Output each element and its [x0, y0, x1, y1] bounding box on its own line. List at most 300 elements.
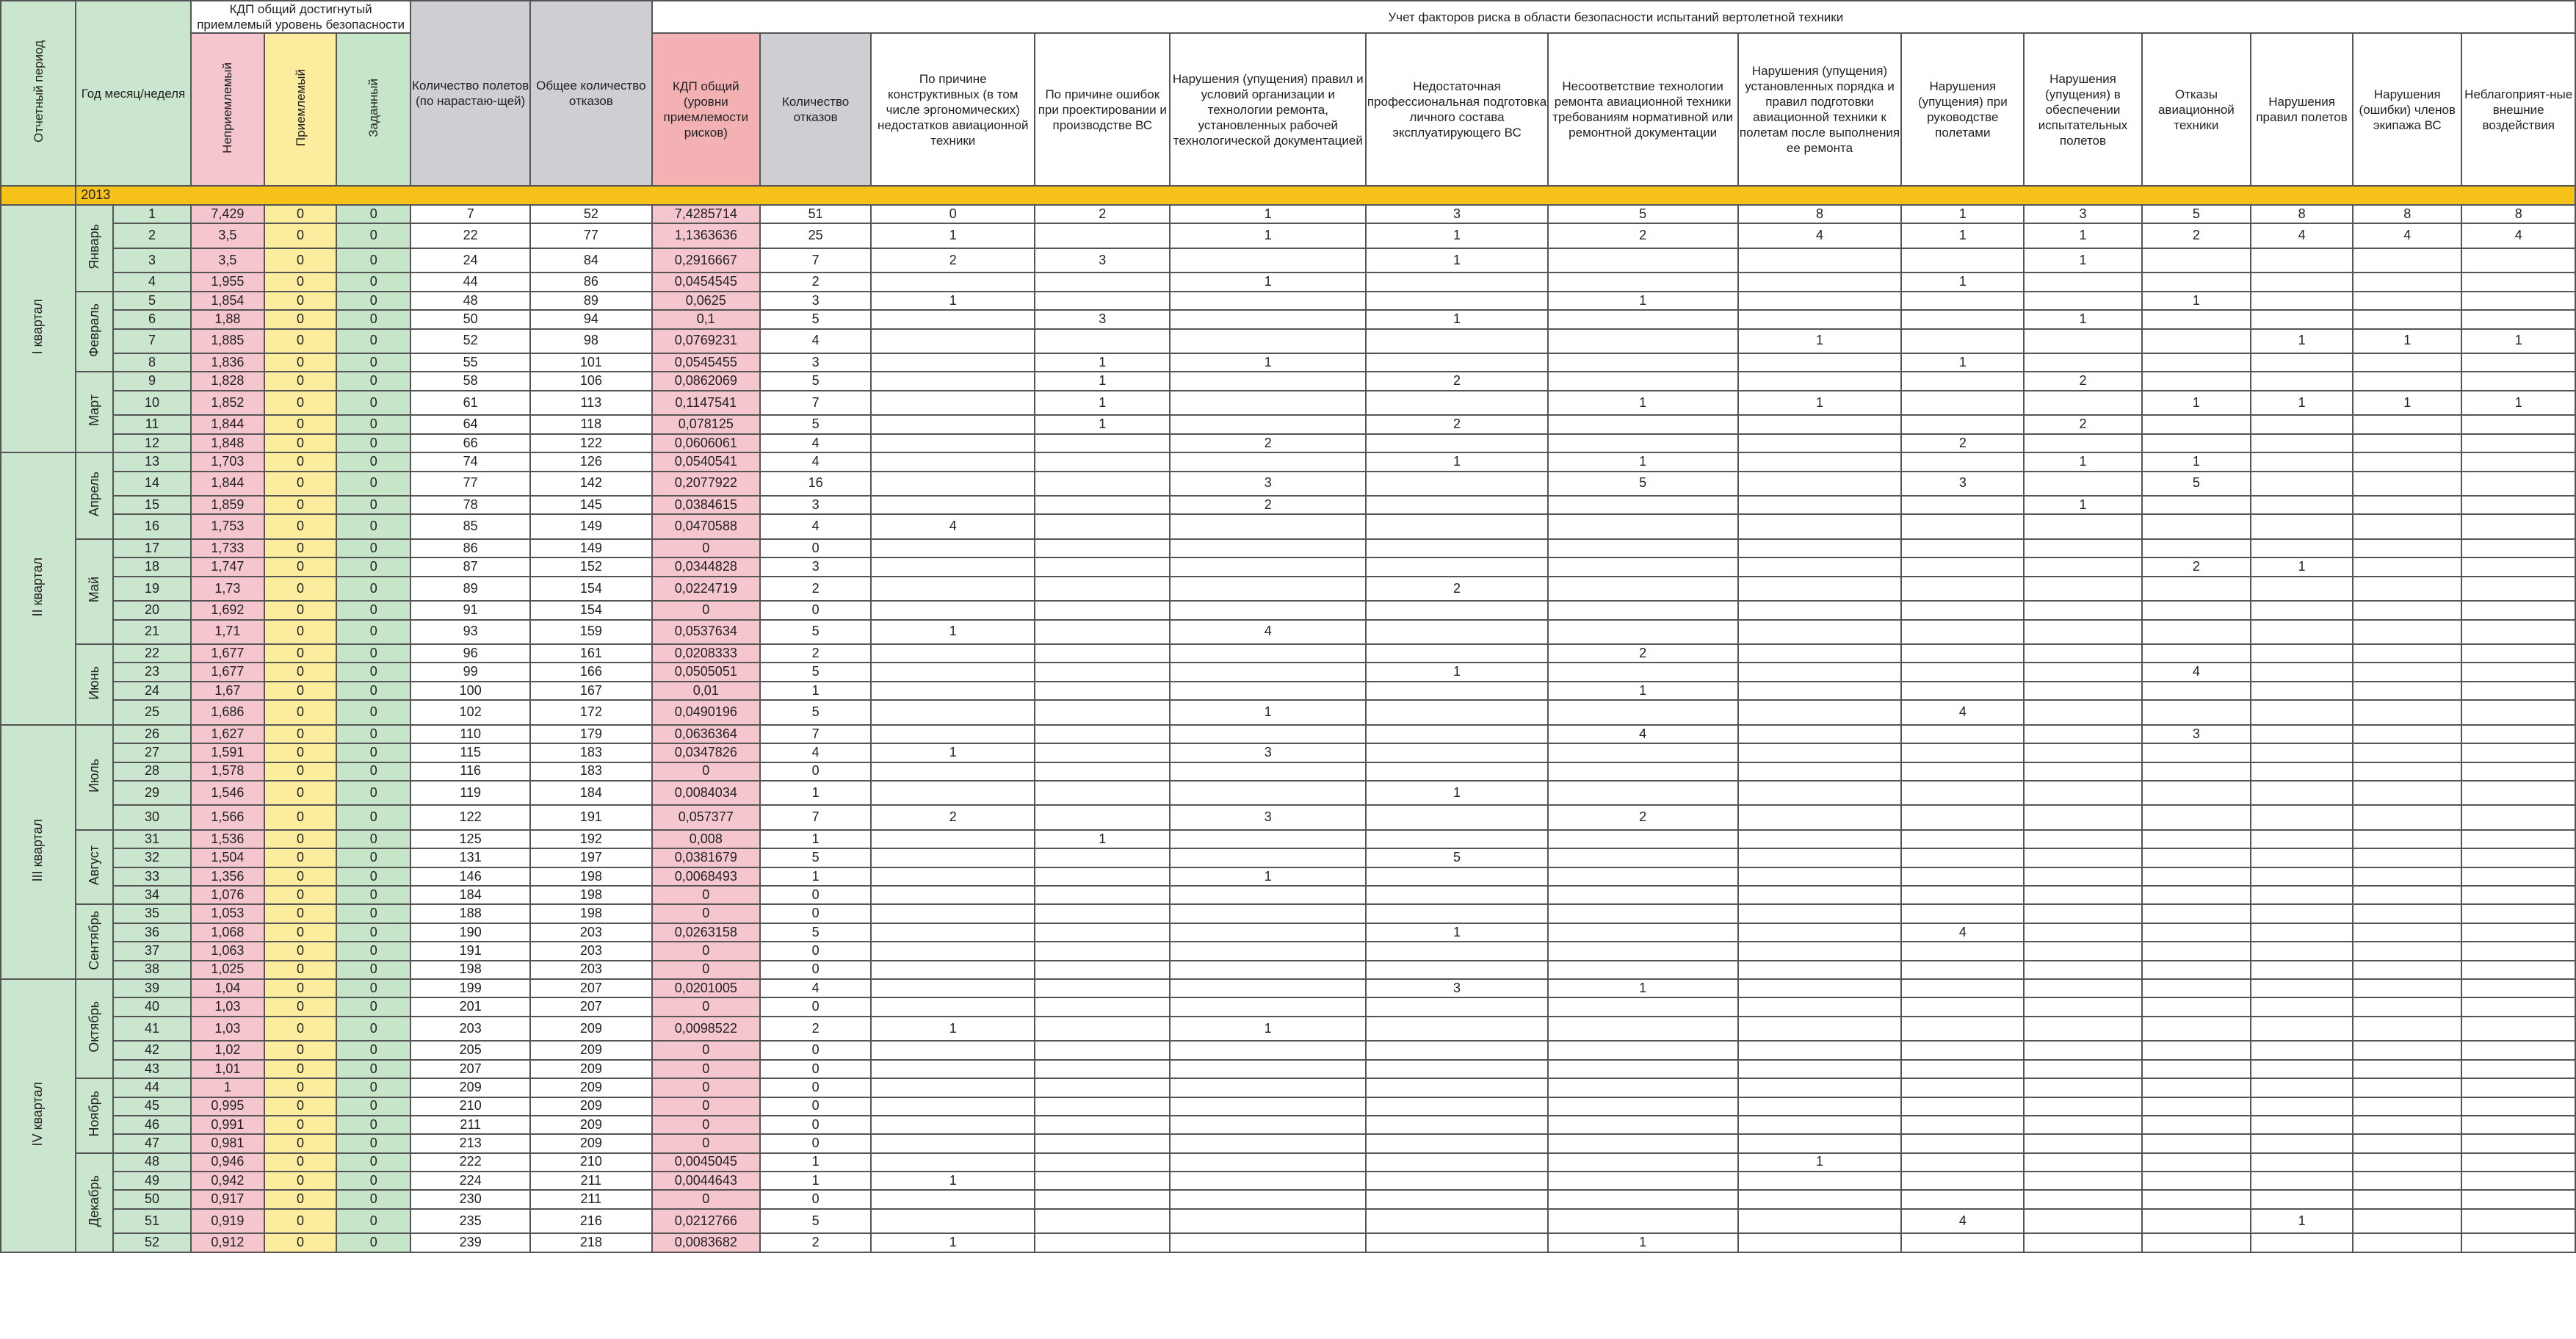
factor-cell: [2142, 1233, 2251, 1252]
factor-cell: [2142, 997, 2251, 1016]
flights-cell: 74: [410, 452, 530, 471]
factor-cell: [1738, 415, 1902, 433]
factor-cell: 3: [1170, 805, 1366, 830]
factor-cell: [2251, 805, 2353, 830]
factor-cell: [1366, 601, 1548, 619]
factor-cell: [2353, 1233, 2461, 1252]
acceptable-cell: 0: [264, 1190, 336, 1208]
factor-cell: [2251, 353, 2353, 372]
week-cell: 15: [113, 496, 190, 514]
unacceptable-cell: 0,912: [191, 1233, 264, 1252]
factor-cell: [2461, 663, 2575, 681]
factor-cell: [2461, 1233, 2575, 1252]
total-failures-cell: 159: [530, 620, 652, 645]
week-cell: 51: [113, 1209, 190, 1234]
flights-cell: 50: [410, 310, 530, 328]
acceptable-cell: 0: [264, 700, 336, 725]
week-cell: 30: [113, 805, 190, 830]
week-cell: 32: [113, 848, 190, 867]
factor-cell: [1548, 923, 1738, 942]
acceptable-header: Приемлемый: [264, 33, 336, 186]
factor-cell: 1: [2251, 391, 2353, 416]
total-failures-cell: 106: [530, 372, 652, 390]
kdp-cell: 7,4285714: [652, 205, 760, 223]
table-row: [1, 310, 2575, 328]
factor-cell: [2251, 434, 2353, 452]
factor-cell: [871, 923, 1035, 942]
total-failures-cell: 209: [530, 1041, 652, 1059]
factor-cell: 1: [1366, 781, 1548, 806]
kdp-cell: 0,057377: [652, 805, 760, 830]
factor-cell: [2142, 1190, 2251, 1208]
factor-cell: [2024, 1060, 2142, 1078]
table-row: [1, 472, 2575, 497]
acceptable-cell: 0: [264, 1078, 336, 1097]
factor-cell: [2142, 700, 2251, 725]
total-failures-cell: 52: [530, 205, 652, 223]
table-row: [1, 682, 2575, 700]
factor-cell: [1738, 353, 1902, 372]
factor-cell: [2461, 644, 2575, 663]
factor-cell: 3: [1170, 472, 1366, 497]
factor-cell: 1: [1366, 310, 1548, 328]
factor-cell: [1366, 539, 1548, 557]
factor-cell: 1: [1035, 415, 1170, 433]
factor-cell: [1035, 961, 1170, 979]
given-cell: 0: [336, 961, 410, 979]
flights-cell: 207: [410, 1060, 530, 1078]
factor-cell: [871, 391, 1035, 416]
factor-cell: [1366, 1190, 1548, 1208]
factor-cell: [1035, 1041, 1170, 1059]
total-failures-cell: 77: [530, 223, 652, 248]
month-label: Январь: [76, 205, 113, 292]
factor-cell: [2024, 886, 2142, 904]
factor-cell: [871, 979, 1035, 997]
factor-cell: [2353, 557, 2461, 576]
acceptable-cell: 0: [264, 248, 336, 273]
factor-cell: [1035, 682, 1170, 700]
factor-cell: [2142, 620, 2251, 645]
failures-cell: 0: [760, 1041, 871, 1059]
week-cell: 28: [113, 762, 190, 781]
factor-header: Недостаточная профессиональная подготовка личного состава эксплуатирующего ВС: [1366, 33, 1548, 186]
factor-cell: [2461, 942, 2575, 960]
factor-cell: [871, 539, 1035, 557]
failures-cell: 1: [760, 682, 871, 700]
factor-cell: [1170, 725, 1366, 743]
factor-cell: [2251, 1097, 2353, 1116]
flights-cell: 55: [410, 353, 530, 372]
kdp-cell: 0: [652, 1041, 760, 1059]
factor-cell: 2: [1170, 434, 1366, 452]
factor-cell: 2: [1170, 496, 1366, 514]
flights-cell: 100: [410, 682, 530, 700]
given-cell: 0: [336, 762, 410, 781]
factor-cell: [1901, 997, 2024, 1016]
month-label: Февраль: [76, 292, 113, 372]
factor-cell: [2461, 1153, 2575, 1172]
factor-cell: [1738, 700, 1902, 725]
factor-cell: [1738, 577, 1902, 602]
given-cell: 0: [336, 644, 410, 663]
factor-cell: [1170, 1041, 1366, 1059]
factor-cell: [2461, 434, 2575, 452]
factor-cell: [871, 644, 1035, 663]
total-failures-cell: 209: [530, 1116, 652, 1134]
factor-cell: [1738, 830, 1902, 848]
week-cell: 43: [113, 1060, 190, 1078]
total-failures-cell: 184: [530, 781, 652, 806]
factor-cell: [1738, 663, 1902, 681]
factor-cell: 1: [2142, 452, 2251, 471]
year-row: [1, 186, 2575, 205]
unacceptable-cell: 1,733: [191, 539, 264, 557]
kdp-cell: 0,0083682: [652, 1233, 760, 1252]
factor-cell: 1: [1170, 700, 1366, 725]
factor-cell: [2142, 1060, 2251, 1078]
table-row: [1, 743, 2575, 762]
factor-cell: 0: [871, 205, 1035, 223]
factor-cell: [2024, 391, 2142, 416]
factor-cell: [2024, 867, 2142, 886]
factor-cell: 2: [1366, 372, 1548, 390]
factor-cell: [1170, 886, 1366, 904]
kdp-cell: 0: [652, 1190, 760, 1208]
factor-cell: [1366, 904, 1548, 923]
flights-cell: 209: [410, 1078, 530, 1097]
factor-cell: [1738, 942, 1902, 960]
table-row: [1, 514, 2575, 539]
factor-cell: [2024, 923, 2142, 942]
unacceptable-cell: 1,747: [191, 557, 264, 576]
given-cell: 0: [336, 1041, 410, 1059]
factor-cell: [2142, 372, 2251, 390]
unacceptable-cell: 3,5: [191, 248, 264, 273]
factor-cell: [1901, 1116, 2024, 1134]
factor-cell: [1170, 415, 1366, 433]
factor-cell: [2353, 1172, 2461, 1190]
factor-cell: [2142, 1078, 2251, 1097]
factor-cell: [871, 452, 1035, 471]
flights-cell: 222: [410, 1153, 530, 1172]
factor-cell: [1170, 514, 1366, 539]
factor-cell: [2353, 472, 2461, 497]
factor-cell: [1366, 329, 1548, 354]
failures-cell: 0: [760, 601, 871, 619]
factor-cell: [2024, 601, 2142, 619]
factor-cell: [1170, 372, 1366, 390]
factor-cell: [871, 997, 1035, 1016]
factor-cell: 1: [1901, 205, 2024, 223]
acceptable-cell: 0: [264, 292, 336, 310]
kdp-cell: 0,0084034: [652, 781, 760, 806]
factor-cell: [1170, 762, 1366, 781]
unacceptable-cell: 1,04: [191, 979, 264, 997]
kdp-cell: 0,0263158: [652, 923, 760, 942]
factor-cell: [2353, 942, 2461, 960]
factor-cell: [1035, 496, 1170, 514]
acceptable-cell: 0: [264, 1097, 336, 1116]
factor-cell: [1738, 923, 1902, 942]
factor-cell: [1366, 886, 1548, 904]
factor-cell: [1901, 762, 2024, 781]
factor-cell: [871, 762, 1035, 781]
factor-cell: [1366, 644, 1548, 663]
factor-cell: [1738, 514, 1902, 539]
given-cell: 0: [336, 700, 410, 725]
acceptable-cell: 0: [264, 577, 336, 602]
given-cell: 0: [336, 434, 410, 452]
factor-cell: 3: [2142, 725, 2251, 743]
unacceptable-cell: 1,828: [191, 372, 264, 390]
factor-cell: 1: [1548, 391, 1738, 416]
table-row: [1, 1153, 2575, 1172]
month-label: Октябрь: [76, 979, 113, 1078]
factor-cell: [1548, 1172, 1738, 1190]
factor-cell: 1: [1035, 353, 1170, 372]
factor-cell: [1901, 539, 2024, 557]
kdp-cell: 0,1147541: [652, 391, 760, 416]
factor-cell: [871, 781, 1035, 806]
factor-cell: [871, 886, 1035, 904]
factor-cell: [1035, 781, 1170, 806]
factor-cell: [1170, 923, 1366, 942]
factor-cell: [2461, 1078, 2575, 1097]
failures-cell: 3: [760, 353, 871, 372]
unacceptable-cell: 0,995: [191, 1097, 264, 1116]
unacceptable-cell: 1,686: [191, 700, 264, 725]
acceptable-cell: 0: [264, 1116, 336, 1134]
table-row: [1, 496, 2575, 514]
given-cell: 0: [336, 725, 410, 743]
factor-cell: [871, 434, 1035, 452]
unacceptable-cell: 1,02: [191, 1041, 264, 1059]
factor-cell: 1: [871, 743, 1035, 762]
year-label: 2013: [76, 186, 2575, 205]
factor-cell: [1738, 310, 1902, 328]
unacceptable-cell: 7,429: [191, 205, 264, 223]
kdp-cell: 0,0769231: [652, 329, 760, 354]
kdp-cell: 0,0208333: [652, 644, 760, 663]
total-failures-cell: 94: [530, 310, 652, 328]
factor-cell: [2251, 830, 2353, 848]
total-failures-cell: 152: [530, 557, 652, 576]
table-row: [1, 1060, 2575, 1078]
flights-cell: 205: [410, 1041, 530, 1059]
acceptable-cell: 0: [264, 805, 336, 830]
factor-cell: [1738, 620, 1902, 645]
factor-cell: [2024, 1190, 2142, 1208]
flights-cell: 122: [410, 805, 530, 830]
factor-cell: [2251, 781, 2353, 806]
given-cell: 0: [336, 867, 410, 886]
acceptable-cell: 0: [264, 1153, 336, 1172]
factor-cell: [1738, 1190, 1902, 1208]
factor-cell: 1: [2024, 452, 2142, 471]
factor-cell: [1738, 273, 1902, 291]
flights-cell: 52: [410, 329, 530, 354]
failures-cell: 2: [760, 1017, 871, 1042]
total-failures-cell: 154: [530, 601, 652, 619]
month-label: Май: [76, 539, 113, 644]
factor-cell: [2461, 743, 2575, 762]
failures-cell: 4: [760, 514, 871, 539]
factor-cell: [2251, 620, 2353, 645]
acceptable-cell: 0: [264, 886, 336, 904]
factor-cell: [1035, 762, 1170, 781]
week-cell: 27: [113, 743, 190, 762]
factor-cell: [871, 1116, 1035, 1134]
acceptable-cell: 0: [264, 743, 336, 762]
factor-cell: [2024, 1041, 2142, 1059]
given-cell: 0: [336, 1060, 410, 1078]
week-cell: 22: [113, 644, 190, 663]
factor-cell: [1170, 292, 1366, 310]
total-failures-cell: 198: [530, 867, 652, 886]
factor-cell: [2024, 514, 2142, 539]
factor-cell: 1: [1738, 391, 1902, 416]
factor-cell: 2: [1366, 577, 1548, 602]
factor-cell: [2353, 1190, 2461, 1208]
acceptable-cell: 0: [264, 415, 336, 433]
factor-cell: [1170, 942, 1366, 960]
factor-cell: [1035, 434, 1170, 452]
factor-cell: [2142, 1097, 2251, 1116]
factor-cell: [2461, 1134, 2575, 1152]
unacceptable-cell: 1,854: [191, 292, 264, 310]
kdp-cell: 0,008: [652, 830, 760, 848]
given-cell: 0: [336, 979, 410, 997]
kdp-cell: 0: [652, 904, 760, 923]
factor-cell: [2142, 743, 2251, 762]
factor-cell: 1: [1170, 223, 1366, 248]
factor-cell: [1035, 979, 1170, 997]
given-cell: 0: [336, 1078, 410, 1097]
factor-cell: [2461, 452, 2575, 471]
factor-cell: [871, 1209, 1035, 1234]
factor-cell: [1035, 644, 1170, 663]
table-row: [1, 391, 2575, 416]
factor-cell: [1035, 539, 1170, 557]
unacceptable-cell: 1,591: [191, 743, 264, 762]
given-cell: 0: [336, 942, 410, 960]
factor-cell: [2251, 997, 2353, 1016]
factor-cell: [871, 496, 1035, 514]
acceptable-cell: 0: [264, 830, 336, 848]
factor-cell: 1: [1548, 452, 1738, 471]
factor-cell: [1738, 1017, 1902, 1042]
week-cell: 16: [113, 514, 190, 539]
unacceptable-cell: 1,859: [191, 496, 264, 514]
acceptable-cell: 0: [264, 601, 336, 619]
failures-cell: 5: [760, 848, 871, 867]
factor-cell: [1901, 942, 2024, 960]
table-row: [1, 1209, 2575, 1234]
period-header: Отчетный период: [1, 1, 76, 186]
factor-cell: [1170, 391, 1366, 416]
factor-cell: [2461, 979, 2575, 997]
unacceptable-cell: 1,67: [191, 682, 264, 700]
factor-cell: [2024, 472, 2142, 497]
factor-cell: [2024, 700, 2142, 725]
factor-cell: 8: [1738, 205, 1902, 223]
factor-cell: [2353, 805, 2461, 830]
failures-cell: 0: [760, 904, 871, 923]
factor-cell: [2353, 1041, 2461, 1059]
acceptable-cell: 0: [264, 1041, 336, 1059]
failures-cell: 0: [760, 1078, 871, 1097]
flights-cell: 102: [410, 700, 530, 725]
total-failures-cell: 113: [530, 391, 652, 416]
failures-cell: 5: [760, 1209, 871, 1234]
total-failures-cell: 211: [530, 1190, 652, 1208]
given-cell: 0: [336, 372, 410, 390]
factor-cell: [1170, 904, 1366, 923]
factor-cell: [1548, 1041, 1738, 1059]
factor-cell: [2353, 682, 2461, 700]
kdp-cell: 0,0384615: [652, 496, 760, 514]
factor-cell: [1901, 557, 2024, 576]
factor-cell: [1170, 601, 1366, 619]
flights-cell: 131: [410, 848, 530, 867]
factor-cell: [1366, 961, 1548, 979]
factor-cell: [2024, 353, 2142, 372]
unacceptable-cell: 1,546: [191, 781, 264, 806]
factor-cell: [2353, 904, 2461, 923]
failures-cell: 4: [760, 979, 871, 997]
factor-cell: [1035, 1116, 1170, 1134]
factor-cell: [2353, 539, 2461, 557]
factor-cell: [2461, 1060, 2575, 1078]
factor-cell: [1035, 292, 1170, 310]
factor-cell: [2461, 514, 2575, 539]
factor-cell: [1035, 743, 1170, 762]
factor-cell: [1548, 1078, 1738, 1097]
risk-factors-header: Учет факторов риска в области безопасности испытаний вертолетной техники: [652, 1, 2575, 33]
factor-cell: [2251, 682, 2353, 700]
factor-cell: [1170, 1190, 1366, 1208]
factor-cell: [1170, 1172, 1366, 1190]
total-failures-cell: 118: [530, 415, 652, 433]
given-cell: 0: [336, 886, 410, 904]
factor-cell: [871, 1041, 1035, 1059]
kdp-cell: 0: [652, 1078, 760, 1097]
total-failures-cell: 197: [530, 848, 652, 867]
factor-cell: [1901, 848, 2024, 867]
factor-cell: [1170, 1078, 1366, 1097]
factor-cell: [2142, 979, 2251, 997]
factor-cell: [2353, 273, 2461, 291]
factor-cell: [1035, 1190, 1170, 1208]
factor-cell: [1170, 663, 1366, 681]
kdp-cell: 0: [652, 539, 760, 557]
factor-cell: 8: [2461, 205, 2575, 223]
factor-cell: 1: [1170, 205, 1366, 223]
factor-cell: [2251, 762, 2353, 781]
total-failures-cell: 149: [530, 539, 652, 557]
flights-cell: 203: [410, 1017, 530, 1042]
factor-cell: [1901, 1041, 2024, 1059]
factor-cell: [1035, 452, 1170, 471]
factor-cell: [1548, 248, 1738, 273]
factor-cell: [1035, 725, 1170, 743]
factor-cell: [1548, 1153, 1738, 1172]
factor-cell: [1035, 273, 1170, 291]
unacceptable-cell: 1,852: [191, 391, 264, 416]
week-cell: 18: [113, 557, 190, 576]
factor-cell: [1035, 904, 1170, 923]
